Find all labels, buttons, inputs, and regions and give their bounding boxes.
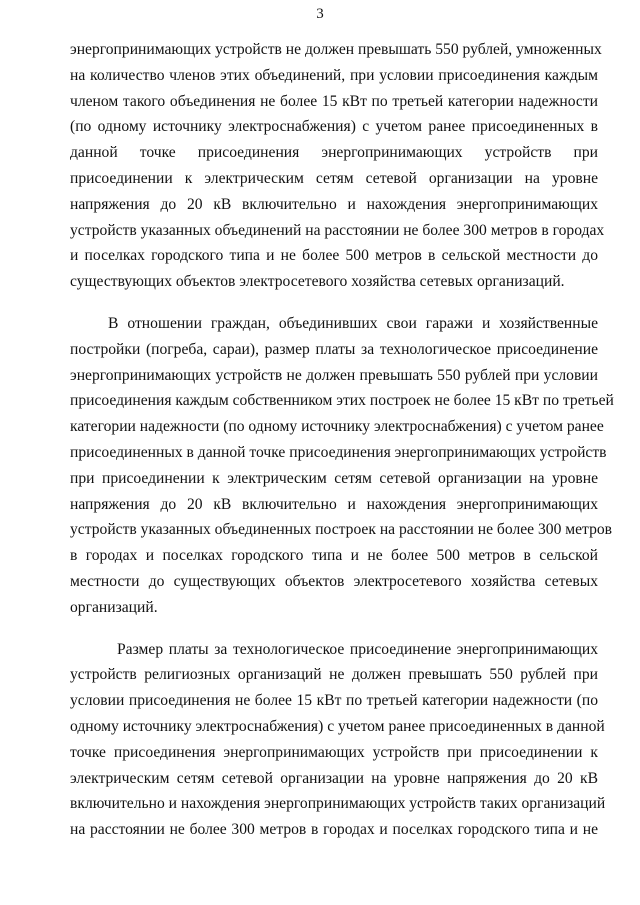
text-line: Размер платы за технологическое присоединение энергопринимающих <box>117 640 598 658</box>
text-line: энергопринимающих устройств не должен превышать 550 рублей при условии <box>70 366 598 384</box>
text-line: устройств указанных объединений на расстоянии не более 300 метров в городах <box>70 221 605 239</box>
text-line: (по одному источнику электроснабжения) с учетом ранее присоединенных в <box>70 118 598 136</box>
text-line: условии присоединения не более 15 кВт по третьей категории надежности (по <box>70 692 598 710</box>
text-line: напряжения до 20 кВ включительно и нахождения энергопринимающих <box>70 195 598 213</box>
text-line: данной точке присоединения энергопринимающих устройств при <box>70 144 598 162</box>
paragraph-2 <box>70 311 614 621</box>
text-line: В отношении граждан, объединивших свои гаражи и хозяйственные <box>108 314 598 332</box>
text-line: членом такого объединения не более 15 кВт по третьей категории надежности <box>70 92 598 110</box>
page-number: 3 <box>316 6 324 22</box>
text-line: в городах и поселках городского типа и не более 500 метров в сельской <box>70 547 598 565</box>
text-line: при присоединении к электрическим сетям сетевой организации на уровне <box>70 469 598 487</box>
text-line: местности до существующих объектов электросетевого хозяйства сетевых <box>70 572 598 590</box>
paragraph-1 <box>70 37 605 295</box>
text-line: включительно и нахождения энергопринимающих устройств таких организаций <box>70 795 606 813</box>
text-line: на количество членов этих объединений, при условии присоединения каждым <box>70 66 598 84</box>
text-line: присоединения каждым собственником этих построек не более 15 кВт по третьей <box>70 392 614 410</box>
text-line: энергопринимающих устройств не должен превышать 550 рублей, умноженных <box>70 41 602 58</box>
text-line: на расстоянии не более 300 метров в городах и поселках городского типа и не <box>70 821 598 839</box>
text-line: постройки (погреба, сараи), размер платы за технологическое присоединение <box>70 340 598 358</box>
paragraph-3 <box>70 637 606 843</box>
text-line: устройств указанных объединенных построек на расстоянии не более 300 метров <box>70 521 613 539</box>
text-line: существующих объектов электросетевого хозяйства сетевых организаций. <box>70 273 565 291</box>
text-line: категории надежности (по одному источнику электроснабжения) с учетом ранее <box>70 418 604 436</box>
text-line: одному источнику электроснабжения) с учетом ранее присоединенных в данной <box>70 717 605 735</box>
text-line: присоединенных в данной точке присоединения энергопринимающих устройств <box>70 443 607 461</box>
text-line: организаций. <box>70 598 158 616</box>
text-line: точке присоединения энергопринимающих устройств при присоединении к <box>70 743 598 761</box>
text-line: напряжения до 20 кВ включительно и нахождения энергопринимающих <box>70 495 598 513</box>
text-line: присоединении к электрическим сетям сетевой организации на уровне <box>70 169 598 187</box>
text-line: и поселках городского типа и не более 500 метров в сельской местности до <box>70 247 598 265</box>
text-line: электрическим сетям сетевой организации на уровне напряжения до 20 кВ <box>70 769 598 787</box>
document-body <box>70 37 614 843</box>
text-line: устройств религиозных организаций не должен превышать 550 рублей при <box>70 666 598 684</box>
